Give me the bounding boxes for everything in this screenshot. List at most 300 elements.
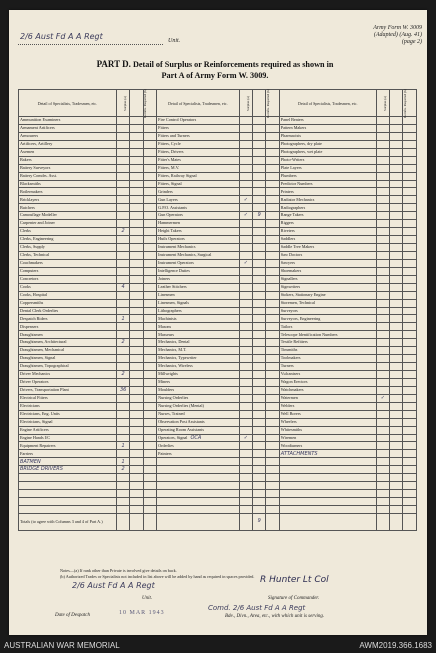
blank-cell [143, 363, 156, 371]
blank-cell [403, 426, 417, 434]
mark-cell [239, 402, 252, 410]
reinf-cell [390, 378, 403, 386]
table-row [19, 180, 417, 188]
blank-cell [143, 482, 156, 490]
reinf-cell [253, 156, 266, 164]
form-reference [373, 25, 422, 46]
surplus-cell: 2 [116, 228, 129, 236]
mark-cell [376, 378, 389, 386]
reinf-cell [130, 355, 143, 363]
mark-cell [376, 339, 389, 347]
mark-cell: ✓ [239, 434, 252, 442]
mark-cell [376, 291, 389, 299]
mark-cell [239, 140, 252, 148]
reinf-cell [390, 236, 403, 244]
surplus-cell [116, 355, 129, 363]
reinf-cell [253, 172, 266, 180]
detail-cell: BRIDGE DRIVERS [19, 466, 117, 474]
reinf-cell [253, 204, 266, 212]
blank-cell [266, 172, 279, 180]
mark-cell [376, 498, 389, 506]
mark-cell [239, 275, 252, 283]
detail-cell: Equipment Repairers [19, 442, 117, 450]
blank-cell [143, 259, 156, 267]
blank-cell [143, 426, 156, 434]
blank-cell [143, 164, 156, 172]
mark-cell [239, 323, 252, 331]
reinf-cell [253, 505, 266, 513]
blank-cell [266, 251, 279, 259]
blank-cell [403, 259, 417, 267]
detail-cell: Mechanics, Typewriter [157, 355, 239, 363]
surplus-cell [116, 299, 129, 307]
mark-cell [239, 156, 252, 164]
blank-cell [143, 156, 156, 164]
blank-cell [266, 267, 279, 275]
blank-cell [266, 474, 279, 482]
detail-cell: BATMEN [19, 458, 117, 466]
surplus-cell [116, 450, 129, 458]
blank-cell [143, 371, 156, 379]
reinf-cell [130, 371, 143, 379]
blank-cell [143, 498, 156, 506]
detail-cell: Coachmakers [19, 259, 117, 267]
detail-cell: Blacksmiths [19, 180, 117, 188]
reinf-cell [130, 339, 143, 347]
surplus-cell [116, 394, 129, 402]
blank-cell [143, 339, 156, 347]
part-label: PART D. [96, 59, 131, 69]
reinf-cell [253, 434, 266, 442]
form-ref-line: Army Form W. 3009 [373, 25, 422, 31]
detail-cell [157, 474, 239, 482]
unit-handwritten-bottom: 2/6 Aust Fd A A Regt [72, 581, 155, 590]
reinf-cell [390, 498, 403, 506]
surplus-cell [116, 251, 129, 259]
detail-cell [157, 498, 239, 506]
detail-cell: Ammunition Examiners [19, 117, 117, 125]
table-row [19, 442, 417, 450]
blank-cell [403, 315, 417, 323]
reinf-cell [390, 172, 403, 180]
reinf-cell [130, 386, 143, 394]
blank-cell [143, 386, 156, 394]
mark-cell [239, 394, 252, 402]
mark-cell [239, 188, 252, 196]
reinf-cell [130, 267, 143, 275]
blank-cell [403, 148, 417, 156]
surplus-cell: 2 [116, 466, 129, 474]
reinf-cell [390, 228, 403, 236]
detail-cell [157, 490, 239, 498]
reinf-cell [130, 164, 143, 172]
reinf-cell [390, 466, 403, 474]
blank-cell [266, 331, 279, 339]
reinf-cell [253, 347, 266, 355]
reinf-cell [130, 410, 143, 418]
surplus-cell [116, 244, 129, 252]
detail-cell: Engine Hands I/C [19, 434, 117, 442]
blank-cell [143, 442, 156, 450]
table-row [19, 505, 417, 513]
detail-cell: Boilermakers [19, 188, 117, 196]
detail-cell: Driver Mechanics [19, 371, 117, 379]
detail-cell: Armament Artificers [19, 124, 117, 132]
detail-cell [279, 490, 376, 498]
reinf-cell [390, 132, 403, 140]
blank-cell [403, 283, 417, 291]
blank-cell [143, 148, 156, 156]
blank-cell [266, 132, 279, 140]
detail-cell: Fitter's Mates [157, 156, 239, 164]
mark-cell [376, 228, 389, 236]
detail-cell: Joiners [157, 275, 239, 283]
blank-cell [143, 180, 156, 188]
reinf-cell [390, 402, 403, 410]
blank-cell [266, 180, 279, 188]
detail-cell: Toolmakers [279, 355, 376, 363]
reinf-cell [130, 347, 143, 355]
commander-signature: R Hunter Lt Col [260, 575, 329, 585]
mark-cell [376, 466, 389, 474]
mark-cell [376, 244, 389, 252]
reinf-cell [390, 307, 403, 315]
table-row [19, 236, 417, 244]
blank-cell [403, 434, 417, 442]
detail-cell: Despatch Riders [19, 315, 117, 323]
blank-cell [266, 299, 279, 307]
blank-cell [403, 196, 417, 204]
surplus-cell: 36 [116, 386, 129, 394]
reinf-cell [253, 394, 266, 402]
reinf-cell [253, 307, 266, 315]
reinf-cell [390, 386, 403, 394]
mark-cell [239, 283, 252, 291]
blank-cell [143, 355, 156, 363]
surplus-cell [116, 156, 129, 164]
mark-cell [239, 490, 252, 498]
detail-cell: Wiremen [279, 434, 376, 442]
reinf-cell [253, 283, 266, 291]
detail-cell: Camouflage Modeller [19, 212, 117, 220]
reinf-cell [390, 410, 403, 418]
reinf-cell [253, 124, 266, 132]
detail-cell: Telescope Identification Numbers [279, 331, 376, 339]
reinf-cell [390, 251, 403, 259]
table-row [19, 347, 417, 355]
blank-cell [403, 450, 417, 458]
blank-cell [403, 307, 417, 315]
blank-cell [143, 236, 156, 244]
surplus-cell [116, 267, 129, 275]
blank-cell [143, 299, 156, 307]
mark-cell: ✓ [239, 259, 252, 267]
detail-cell [19, 505, 117, 513]
blank-cell [266, 156, 279, 164]
mark-cell [376, 251, 389, 259]
blank-cell [266, 188, 279, 196]
detail-cell: Tinsmiths [279, 347, 376, 355]
table-row [19, 228, 417, 236]
reinf-cell [130, 490, 143, 498]
surplus-cell [116, 482, 129, 490]
specialists-table [18, 89, 417, 531]
mark-cell [376, 331, 389, 339]
detail-cell: Textile Refitters [279, 339, 376, 347]
blank-cell [403, 164, 417, 172]
reinf-cell [390, 323, 403, 331]
detail-cell: Printers [279, 188, 376, 196]
reinf-cell [253, 220, 266, 228]
blank-cell [266, 442, 279, 450]
table-row [19, 267, 417, 275]
reinf-cell [390, 394, 403, 402]
mark-cell [376, 259, 389, 267]
detail-cell: Mechanics, M.T. [157, 347, 239, 355]
detail-cell: Tailors [279, 323, 376, 331]
table-row [19, 466, 417, 474]
mark-cell [239, 355, 252, 363]
detail-cell: Battery Comdrs. Asst. [19, 172, 117, 180]
col-reinf: Reinfts. Required (b) [130, 90, 143, 117]
surplus-cell [116, 140, 129, 148]
blank-cell [403, 458, 417, 466]
blank-cell [143, 394, 156, 402]
reinf-cell [253, 426, 266, 434]
table-row [19, 172, 417, 180]
detail-cell: Driver Operators [19, 378, 117, 386]
despatch-date-label: Date of Despatch [55, 613, 90, 618]
reinf-cell [130, 132, 143, 140]
detail-cell: Computers [19, 267, 117, 275]
blank-cell [143, 291, 156, 299]
reinf-cell [390, 339, 403, 347]
blank-cell [266, 315, 279, 323]
detail-cell: Radiator Mechanics [279, 196, 376, 204]
mark-cell [376, 180, 389, 188]
reinf-cell [390, 450, 403, 458]
reinf-cell [390, 371, 403, 379]
table-row [19, 323, 417, 331]
table-row [19, 490, 417, 498]
handwritten-entry: OCA [190, 434, 202, 441]
blank-cell [403, 212, 417, 220]
reinf-cell [253, 482, 266, 490]
reinf-cell [390, 434, 403, 442]
reinf-cell [390, 267, 403, 275]
detail-cell: Height Takers [157, 228, 239, 236]
reinf-cell [390, 196, 403, 204]
unit-label: Unit. [168, 38, 181, 44]
blank-cell [143, 275, 156, 283]
detail-cell: Fire Control Operators [157, 117, 239, 125]
blank-cell [403, 418, 417, 426]
surplus-cell [116, 307, 129, 315]
mark-cell [376, 410, 389, 418]
table-row [19, 371, 417, 379]
blank-cell [266, 323, 279, 331]
blank-cell [266, 386, 279, 394]
blank-cell [403, 505, 417, 513]
blank-cell [266, 196, 279, 204]
blank-cell [143, 434, 156, 442]
surplus-cell [116, 259, 129, 267]
detail-cell [279, 498, 376, 506]
blank-cell [266, 283, 279, 291]
detail-cell: Mechanics, Wireless [157, 363, 239, 371]
blank-cell [143, 323, 156, 331]
reinf-cell [253, 466, 266, 474]
mark-cell [239, 410, 252, 418]
reinf-cell [390, 299, 403, 307]
table-row [19, 378, 417, 386]
reinf-cell [390, 505, 403, 513]
reinf-cell [130, 418, 143, 426]
reinf-cell [253, 355, 266, 363]
reinf-cell [253, 148, 266, 156]
blank-cell [266, 378, 279, 386]
detail-cell: Moulders [157, 386, 239, 394]
table-row [19, 458, 417, 466]
table-row [19, 259, 417, 267]
blank-cell [403, 466, 417, 474]
surplus-cell: 2 [116, 339, 129, 347]
detail-cell: Shoemakers [279, 267, 376, 275]
detail-cell: Painters [157, 450, 239, 458]
reinf-cell [130, 283, 143, 291]
table-row [19, 275, 417, 283]
mark-cell [239, 482, 252, 490]
reinf-cell [390, 212, 403, 220]
mark-cell [239, 228, 252, 236]
reinf-cell [390, 315, 403, 323]
reinf-cell [130, 466, 143, 474]
mark-cell [376, 315, 389, 323]
reinf-cell [390, 474, 403, 482]
blank-cell [403, 410, 417, 418]
mark-cell [239, 371, 252, 379]
blank-cell [403, 220, 417, 228]
mark-cell [376, 172, 389, 180]
archive-footer [0, 639, 436, 653]
reinf-cell [390, 140, 403, 148]
totals-label: Totals (to agree with Columns 3 and 4 of Part A.) [19, 513, 117, 530]
reinf-cell [390, 180, 403, 188]
detail-cell: Surveyors [279, 307, 376, 315]
col-surplus: Surplus (a) [239, 90, 252, 117]
blank-cell [143, 466, 156, 474]
blank-cell [403, 275, 417, 283]
blank-cell [143, 450, 156, 458]
reinf-cell [130, 498, 143, 506]
detail-cell: Whitesmiths [279, 426, 376, 434]
mark-cell [376, 196, 389, 204]
detail-cell: Grinders [157, 188, 239, 196]
reinf-cell [390, 355, 403, 363]
blank-cell [403, 323, 417, 331]
mark-cell [376, 220, 389, 228]
reinf-cell [130, 323, 143, 331]
detail-cell: Wheelers [279, 418, 376, 426]
form-ref-line: (Adapted) (Aug. 41) [373, 32, 422, 38]
reinf-cell [130, 148, 143, 156]
reinf-cell [253, 132, 266, 140]
reinf-cell [130, 442, 143, 450]
detail-cell: Bricklayers [19, 196, 117, 204]
reinf-cell [253, 323, 266, 331]
reinf-cell [253, 339, 266, 347]
surplus-cell [116, 132, 129, 140]
detail-cell: Fitters, Cycle [157, 140, 239, 148]
mark-cell [376, 426, 389, 434]
detail-cell: Intelligence Duties [157, 267, 239, 275]
reinf-cell [130, 482, 143, 490]
surplus-cell [116, 291, 129, 299]
surplus-cell [116, 505, 129, 513]
blank-cell [143, 418, 156, 426]
surplus-cell [116, 434, 129, 442]
surplus-cell: 1 [116, 458, 129, 466]
table-row [19, 434, 417, 442]
mark-cell [376, 371, 389, 379]
mark-cell [376, 236, 389, 244]
table-row [19, 482, 417, 490]
mark-cell [376, 450, 389, 458]
mark-cell [239, 474, 252, 482]
blank-cell [403, 490, 417, 498]
detail-cell: Fitters, Drivers [157, 148, 239, 156]
blank-cell [266, 291, 279, 299]
mark-cell [376, 474, 389, 482]
table-row [19, 251, 417, 259]
col-detail: Detail of Specialists, Tradesmen, etc. [19, 90, 117, 117]
col-surplus: Surplus (a) [116, 90, 129, 117]
reinf-cell [253, 410, 266, 418]
surplus-cell [116, 236, 129, 244]
detail-cell: Nurses, Trained [157, 410, 239, 418]
detail-cell: Saw Doctors [279, 251, 376, 259]
detail-cell: Drivers, Transportation Plant [19, 386, 117, 394]
blank-cell [266, 228, 279, 236]
blank-cell [266, 363, 279, 371]
reinf-cell [390, 259, 403, 267]
reinf-cell [130, 307, 143, 315]
totals-value: 9 [253, 513, 266, 530]
surplus-cell [116, 347, 129, 355]
reinf-cell [130, 474, 143, 482]
mark-cell [239, 363, 252, 371]
mark-cell [376, 386, 389, 394]
detail-cell: Plate Layers [279, 164, 376, 172]
mark-cell [376, 204, 389, 212]
reinf-cell [390, 156, 403, 164]
blank-cell [266, 204, 279, 212]
blank-cell [143, 315, 156, 323]
blank-cell [266, 148, 279, 156]
table-row [19, 355, 417, 363]
table-row [19, 132, 417, 140]
table-row [19, 188, 417, 196]
table-row [19, 212, 417, 220]
detail-cell: Surveyors, Engineering [279, 315, 376, 323]
detail-cell: Battery Surveyors [19, 164, 117, 172]
reinf-cell [390, 204, 403, 212]
surplus-cell [116, 180, 129, 188]
mark-cell [376, 212, 389, 220]
reinf-cell [130, 315, 143, 323]
blank-cell [403, 355, 417, 363]
table-row [19, 402, 417, 410]
